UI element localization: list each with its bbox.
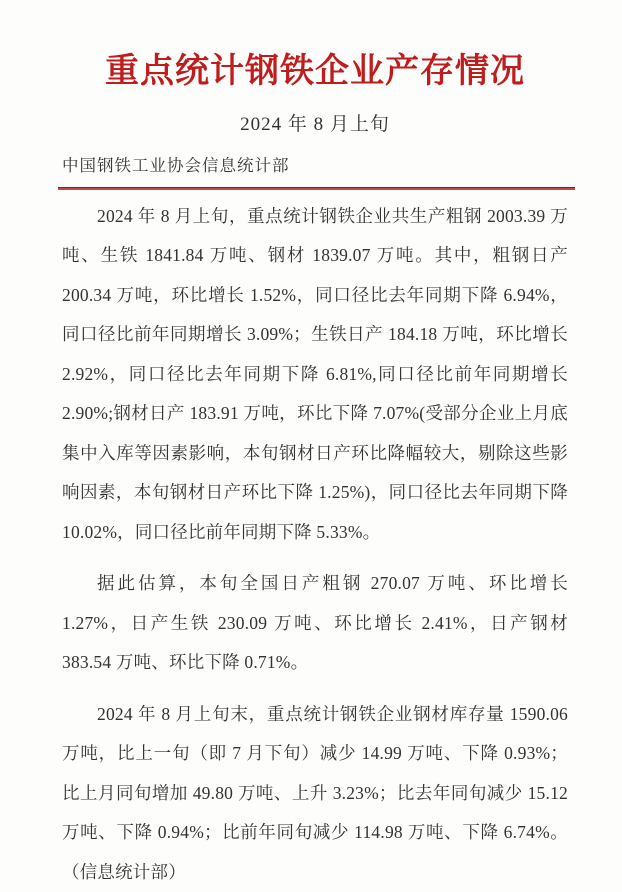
header-divider bbox=[58, 187, 575, 190]
document-body bbox=[62, 197, 568, 892]
body-paragraph: 2024 年 8 月上旬，重点统计钢铁企业共生产粗钢 2003.39 万吨、生铁 1841.84 万吨、钢材 1839.07 万吨。其中，粗钢日产 200.34 万吨，环比增长 1.52%，同口径比去年同期下降 6.94%，同口径比前年同期增长 3.09%；生铁日产 184.18 万吨，环比增长 2.92%，同口径比去年同期下降 6.81%,同口径比前年同期增长 2.90%;钢材日产 183.91 万吨，环比下降 7.07%(受部分企业上月底集中入库等因素影响，本旬钢材日产环比降幅较大，剔除这些影响因素，本旬钢材日产环比下降 1.25%)，同口径比去年同期下降 10.02%，同口径比前年同期下降 5.33%。 bbox=[62, 205, 568, 542]
body-paragraph: 据此估算，本旬全国日产粗钢 270.07 万吨、环比增长 1.27%，日产生铁 230.09 万吨、环比增长 2.41%，日产钢材 383.54 万吨、环比下降 0.71%。 bbox=[62, 573, 568, 673]
document-author: 中国钢铁工业协会信息统计部 bbox=[62, 155, 290, 175]
document-subtitle: 2024 年 8 月上旬 bbox=[240, 113, 390, 135]
body-paragraph: 2024 年 8 月上旬末，重点统计钢铁企业钢材库存量 1590.06 万吨，比上一旬（即 7 月下旬）减少 14.99 万吨、下降 0.93%；比上月同旬增加 49.80 万吨、上升 3.23%；比去年同旬减少 15.12 万吨、下降 0.94%；比前年同旬减少 114.98 万吨、下降 6.74%。（信息统计部） bbox=[62, 703, 568, 882]
document-title: 重点统计钢铁企业产存情况 bbox=[105, 53, 525, 90]
